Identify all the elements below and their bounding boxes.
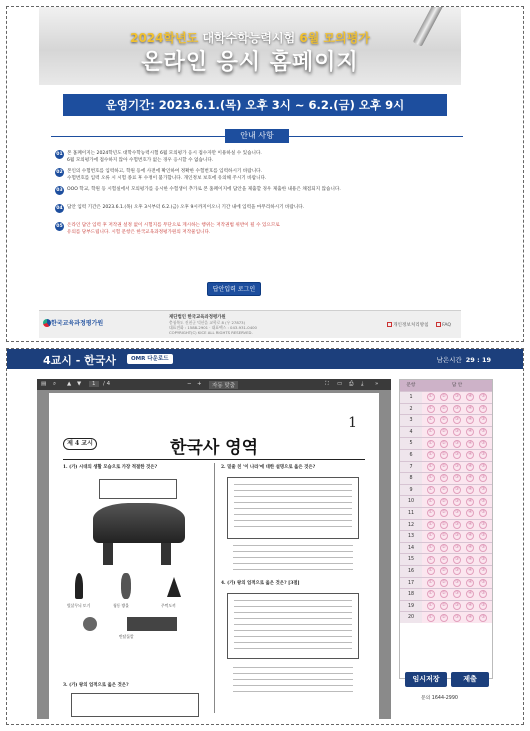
answer-option[interactable]: ① (427, 579, 435, 587)
page-count: / 4 (103, 381, 111, 387)
answer-option[interactable]: ⑤ (479, 451, 487, 459)
answer-row-number: 2 (400, 404, 422, 415)
answer-option[interactable]: ⑤ (479, 509, 487, 517)
answer-option[interactable]: ⑤ (479, 521, 487, 529)
header-answer: 답 안 (451, 383, 463, 388)
footer-addr1: 충청북도 진천군 덕산읍 교학로 8 (우 27873) (169, 320, 246, 325)
privacy-link-label: 개인정보처리방침 (393, 323, 429, 328)
timer-label: 남은시간 (436, 356, 462, 364)
answer-option[interactable]: ② (440, 498, 448, 506)
answer-option[interactable]: ③ (453, 428, 461, 436)
answer-options (422, 578, 492, 589)
question-4-source-box (227, 593, 359, 659)
answer-option[interactable]: ③ (453, 440, 461, 448)
answer-option[interactable]: ① (427, 440, 435, 448)
answer-option[interactable]: ② (440, 486, 448, 494)
answer-row (400, 577, 492, 589)
answer-option[interactable]: ④ (466, 463, 474, 471)
answer-option[interactable]: ③ (453, 602, 461, 610)
answer-option[interactable]: ③ (453, 579, 461, 587)
answer-option[interactable]: ② (440, 614, 448, 622)
answer-row (400, 519, 492, 531)
answer-options (422, 554, 492, 565)
answer-option[interactable]: ② (440, 567, 448, 575)
answer-option[interactable]: ⑤ (479, 498, 487, 506)
answer-option[interactable]: ④ (466, 393, 474, 401)
remaining-time (437, 355, 491, 364)
zoom-in-icon[interactable]: + (197, 381, 202, 387)
notice-number: 05 (56, 224, 63, 229)
answer-option[interactable]: ② (440, 474, 448, 482)
answer-option[interactable]: ② (440, 428, 448, 436)
footer-addr2: 대표전화 : 1588-2901 · 대표팩스 : 043-931-0400 (169, 325, 257, 330)
answer-row (400, 495, 492, 507)
caption-4: 반달돌칼 (119, 634, 134, 639)
timer-value: 29 : 19 (465, 356, 491, 364)
answer-option[interactable]: ② (440, 556, 448, 564)
answer-option[interactable]: ④ (466, 532, 474, 540)
question-1 (63, 465, 209, 472)
answer-option[interactable]: ④ (466, 567, 474, 575)
question-4-text: 4. (가) 왕의 업적으로 옳은 것은? [3점] (221, 581, 300, 586)
answer-option[interactable]: ② (440, 463, 448, 471)
answer-option[interactable]: ③ (453, 486, 461, 494)
sidebar-toggle-icon[interactable]: ▤ (41, 381, 47, 387)
answer-option[interactable]: ③ (453, 393, 461, 401)
answer-option[interactable]: ① (427, 602, 435, 610)
answer-row (400, 588, 492, 600)
answer-options (422, 508, 492, 519)
notice-text (67, 222, 463, 236)
answer-row-number: 19 (400, 601, 422, 612)
notice-list (55, 150, 463, 240)
notice-item (55, 186, 463, 200)
answer-option[interactable]: ④ (466, 498, 474, 506)
answer-option[interactable]: ③ (453, 590, 461, 598)
login-button[interactable]: 답안입력 로그인 (207, 282, 261, 296)
footer-links (381, 322, 451, 328)
answer-option[interactable]: ④ (466, 428, 474, 436)
answer-option[interactable]: ① (427, 405, 435, 413)
answer-options (422, 531, 492, 542)
notice-number: 01 (56, 152, 63, 157)
hero-banner (39, 7, 461, 85)
answer-option[interactable]: ① (427, 567, 435, 575)
pdf-toolbar (37, 379, 391, 390)
hero-exam-name: 대학수학능력시험 (202, 31, 296, 45)
answer-option[interactable]: ⑤ (479, 405, 487, 413)
answer-option[interactable]: ① (427, 590, 435, 598)
notice-item (55, 168, 463, 182)
answer-option[interactable]: ⑤ (479, 590, 487, 598)
page-title: 온라인 응시 홈페이지 (141, 50, 359, 75)
answer-option[interactable]: ③ (453, 451, 461, 459)
answer-options (422, 427, 492, 438)
open-file-icon[interactable]: ▭ (337, 381, 343, 387)
answer-option[interactable]: ④ (466, 416, 474, 424)
answer-option[interactable]: ③ (453, 614, 461, 622)
faq-link[interactable] (436, 323, 451, 328)
answer-option[interactable]: ⑤ (479, 416, 487, 424)
notice-line: 본인의 수험번호를 입력하고, 학원 등에 사전에 확인하여 정확한 수험번호를 입력하시기 바랍니다. (67, 169, 263, 174)
answer-row-number: 14 (400, 543, 422, 554)
column-divider (214, 463, 215, 713)
question-2-text: 2. 밑줄 친 '이 나라'에 대한 설명으로 옳은 것은? (221, 465, 316, 470)
operation-period: 운영기간: 2023.6.1.(목) 오후 3시 ~ 6.2.(금) 오후 9시 (63, 94, 447, 116)
answer-row (400, 484, 492, 496)
answer-option[interactable]: ③ (453, 521, 461, 529)
answer-option[interactable]: ① (427, 498, 435, 506)
dolmen-image (93, 503, 185, 543)
notice-text (67, 168, 463, 182)
answer-row-number: 18 (400, 589, 422, 600)
answer-row-number: 1 (400, 392, 422, 403)
answer-option[interactable]: ⑤ (479, 428, 487, 436)
answer-option[interactable]: ① (427, 532, 435, 540)
checkbox-icon (436, 322, 441, 327)
question-3 (63, 683, 209, 690)
print-icon[interactable]: ⎙ (349, 381, 354, 387)
answer-option[interactable]: ④ (466, 579, 474, 587)
zoom-out-icon[interactable]: − (187, 381, 192, 387)
header-question: 문항 (406, 383, 416, 388)
answer-row (400, 507, 492, 519)
inquiry-phone: 문의 1644-2990 (421, 696, 458, 701)
answer-options (422, 450, 492, 461)
artifact-image (127, 617, 177, 631)
answer-option[interactable]: ② (440, 602, 448, 610)
answer-option[interactable]: ② (440, 440, 448, 448)
question-2 (221, 465, 371, 472)
exam-screen (6, 348, 524, 725)
answer-row-number: 11 (400, 508, 422, 519)
answer-option[interactable]: ② (440, 393, 448, 401)
page-number: 1 (348, 415, 357, 431)
answer-row (400, 542, 492, 554)
answer-option[interactable]: ② (440, 405, 448, 413)
answer-option[interactable]: ⑤ (479, 602, 487, 610)
answer-option[interactable]: ⑤ (479, 556, 487, 564)
answer-row-number: 8 (400, 473, 422, 484)
answer-options (422, 404, 492, 415)
question-1-text: 1. (가) 시대의 생활 모습으로 가장 적절한 것은? (63, 465, 158, 470)
notice-number: 03 (56, 188, 63, 193)
prev-page-icon[interactable]: ▲ (67, 381, 72, 387)
notice-line: 온라인 답안 입력 후 저작권 설정 없이 시험지를 무단으로 게시하는 행위는 저작권법 위반이 될 수 있으므로 (67, 223, 280, 228)
answer-option[interactable]: ② (440, 509, 448, 517)
answer-option[interactable]: ④ (466, 486, 474, 494)
dolmen-leg-image (161, 543, 171, 565)
answer-option[interactable]: ⑤ (479, 393, 487, 401)
answer-options (422, 543, 492, 554)
hero-mock: 6월 모의평가 (299, 31, 370, 45)
answer-options (422, 415, 492, 426)
answer-option[interactable]: ③ (453, 498, 461, 506)
answer-options (422, 473, 492, 484)
answer-option[interactable]: ① (427, 428, 435, 436)
caption-3: 주먹도끼 (161, 603, 176, 608)
answer-sheet (399, 379, 493, 679)
notice-number: 02 (56, 170, 63, 175)
question-4 (221, 581, 371, 588)
artifact-image (83, 617, 97, 631)
answer-options (422, 438, 492, 449)
answer-options (422, 566, 492, 577)
answer-option[interactable]: ④ (466, 602, 474, 610)
session-box: 제 4 교시 (63, 438, 97, 450)
answer-row (400, 391, 492, 403)
pdf-viewer[interactable] (37, 379, 391, 719)
answer-option[interactable]: ② (440, 579, 448, 587)
question-1-source-box (99, 479, 177, 499)
footer-address (169, 315, 257, 335)
notice-line: 답안 입력 기간은 2023.6.1.(목) 오후 3시부터 6.2.(금) 오후 9시까지이오니 기간 내에 입력을 마무리하시기 바랍니다. (67, 205, 305, 210)
artifact-image (121, 573, 131, 599)
footer-org: 재단법인 한국교육과정평가원 (169, 315, 226, 320)
title-divider (63, 459, 365, 460)
artifact-image (167, 577, 181, 597)
answer-row (400, 403, 492, 415)
answer-option[interactable]: ② (440, 544, 448, 552)
answer-row (400, 461, 492, 473)
zoom-select[interactable]: 자동 맞춤 (209, 381, 238, 389)
notice-number: 04 (56, 206, 63, 211)
answer-options (422, 589, 492, 600)
answer-row-number: 12 (400, 520, 422, 531)
answer-row (400, 553, 492, 565)
answer-row (400, 437, 492, 449)
answer-options (422, 485, 492, 496)
answer-option[interactable]: ④ (466, 590, 474, 598)
answer-option[interactable]: ① (427, 463, 435, 471)
notice-item (55, 204, 463, 218)
answer-option[interactable]: ④ (466, 614, 474, 622)
answer-option[interactable]: ① (427, 556, 435, 564)
answer-options (422, 601, 492, 612)
notice-line: 수험번호를 입력 오류 시 시험 종료 후 수정이 불가합니다. 개인정보 보호에 유의해 주시기 바랍니다. (67, 176, 267, 181)
answer-option[interactable]: ① (427, 486, 435, 494)
notice-title: 안내 사항 (225, 129, 289, 143)
answer-row (400, 565, 492, 577)
answer-row-number: 10 (400, 496, 422, 507)
next-page-icon[interactable]: ▼ (77, 381, 82, 387)
answer-option[interactable]: ⑤ (479, 532, 487, 540)
answer-option[interactable]: ③ (453, 509, 461, 517)
question-2-source-box (227, 477, 359, 539)
notice-header (51, 129, 463, 143)
page-number-input[interactable]: 1 (89, 381, 99, 387)
answer-option[interactable]: ⑤ (479, 579, 487, 587)
answer-option[interactable]: ④ (466, 451, 474, 459)
answer-sheet-header (400, 380, 492, 391)
answer-options (422, 392, 492, 403)
answer-row (400, 472, 492, 484)
answer-row-number: 13 (400, 531, 422, 542)
answer-option[interactable]: ③ (453, 567, 461, 575)
answer-row (400, 414, 492, 426)
caption-1: 빗살무늬 토기 (67, 603, 91, 608)
answer-options (422, 520, 492, 531)
answer-option[interactable]: ① (427, 544, 435, 552)
answer-option[interactable]: ② (440, 451, 448, 459)
answer-row-number: 6 (400, 450, 422, 461)
notice-line: 6월 모의평가에 접수하지 않아 수험번호가 없는 경우 응시할 수 없습니다. (67, 158, 214, 163)
answer-row (400, 530, 492, 542)
answer-option[interactable]: ① (427, 451, 435, 459)
question-3-source-box (71, 693, 199, 717)
answer-row-number: 5 (400, 438, 422, 449)
answer-option[interactable]: ③ (453, 405, 461, 413)
answer-options (422, 612, 492, 623)
caption-2: 청동 방울 (113, 603, 129, 608)
notice-text (67, 204, 463, 211)
exam-session: 4교시 - 한국사 (43, 354, 117, 367)
answer-option[interactable]: ⑤ (479, 544, 487, 552)
kice-logo-icon (43, 319, 51, 327)
answer-option[interactable]: ① (427, 416, 435, 424)
answer-row (400, 426, 492, 438)
answer-option[interactable]: ⑤ (479, 486, 487, 494)
answer-option[interactable]: ① (427, 474, 435, 482)
answer-option[interactable]: ① (427, 509, 435, 517)
answer-option[interactable]: ③ (453, 463, 461, 471)
notice-line: OOO 학교, 학원 등 시험실에서 모의평가를 응시한 수험생이 추가로 본 홈페이지에 답안을 제출할 경우 제출한 내용은 채점되지 않습니다. (67, 187, 341, 192)
answer-row-number: 4 (400, 427, 422, 438)
answer-option[interactable]: ① (427, 393, 435, 401)
answer-option[interactable]: ⑤ (479, 474, 487, 482)
site-footer (39, 310, 461, 338)
answer-option[interactable]: ③ (453, 416, 461, 424)
privacy-link[interactable] (387, 323, 429, 328)
answer-option[interactable]: ④ (466, 521, 474, 529)
answer-option[interactable]: ③ (453, 544, 461, 552)
answer-row-number: 16 (400, 566, 422, 577)
answer-option[interactable]: ④ (466, 544, 474, 552)
faq-link-label: FAQ (442, 323, 451, 328)
notice-item (55, 150, 463, 164)
footer-logo: 한국교육과정평가원 (51, 320, 104, 327)
question-3-text: 3. (가) 왕의 업적으로 옳은 것은? (63, 683, 129, 688)
answer-option[interactable]: ② (440, 590, 448, 598)
answer-option[interactable]: ② (440, 416, 448, 424)
exam-header (7, 349, 523, 369)
hero-subtitle (39, 29, 461, 46)
save-draft-button[interactable]: 임시저장 (405, 672, 447, 687)
answer-options (422, 462, 492, 473)
omr-download-button[interactable]: OMR 다운로드 (127, 354, 173, 364)
artifact-image (75, 573, 83, 599)
answer-option[interactable]: ④ (466, 509, 474, 517)
answer-option[interactable]: ① (427, 614, 435, 622)
answer-row-number: 17 (400, 578, 422, 589)
answer-option[interactable]: ② (440, 521, 448, 529)
subject-title: 한국사 영역 (169, 438, 259, 458)
presentation-icon[interactable]: ⛶ (325, 381, 329, 387)
notice-text (67, 186, 463, 193)
answer-rows (400, 391, 492, 623)
notice-text (67, 150, 463, 164)
answer-row (400, 449, 492, 461)
notice-line: 본 홈페이지는 2024학년도 대학수학능력시험 6월 모의평가 응시 접수자만 이용하실 수 있습니다. (67, 151, 262, 156)
answer-option[interactable]: ① (427, 521, 435, 529)
answer-options (422, 496, 492, 507)
exam-page (49, 393, 379, 719)
answer-row-number: 3 (400, 415, 422, 426)
answer-row-number: 15 (400, 554, 422, 565)
answer-option[interactable]: ④ (466, 405, 474, 413)
answer-option[interactable]: ⑤ (479, 440, 487, 448)
answer-option[interactable]: ⑤ (479, 614, 487, 622)
answer-row-number: 20 (400, 612, 422, 623)
tools-icon[interactable]: » (375, 381, 379, 387)
answer-row-number: 9 (400, 485, 422, 496)
answer-option[interactable]: ⑤ (479, 463, 487, 471)
answer-row (400, 611, 492, 623)
hero-year: 2024학년도 (130, 31, 199, 45)
search-icon[interactable]: ⌕ (53, 381, 57, 387)
answer-option[interactable]: ③ (453, 532, 461, 540)
answer-row-number: 7 (400, 462, 422, 473)
landing-screen (6, 6, 524, 342)
answer-option[interactable]: ⑤ (479, 567, 487, 575)
notice-item (55, 222, 463, 236)
submit-button[interactable]: 제출 (451, 672, 489, 687)
notice-line: 유의를 당부드립니다. 시험 문항은 한국교육과정평가원의 저작물입니다. (67, 230, 211, 235)
answer-option[interactable]: ④ (466, 474, 474, 482)
answer-option[interactable]: ④ (466, 556, 474, 564)
answer-option[interactable]: ③ (453, 556, 461, 564)
answer-row (400, 600, 492, 612)
download-icon[interactable]: ⤓ (361, 381, 364, 387)
answer-option[interactable]: ② (440, 532, 448, 540)
dolmen-leg-image (103, 543, 113, 565)
answer-option[interactable]: ④ (466, 440, 474, 448)
footer-copyright: COPYRIGHT(C) KICE ALL RIGHTS RESERVED. (169, 330, 253, 335)
checkbox-icon (387, 322, 392, 327)
answer-option[interactable]: ③ (453, 474, 461, 482)
